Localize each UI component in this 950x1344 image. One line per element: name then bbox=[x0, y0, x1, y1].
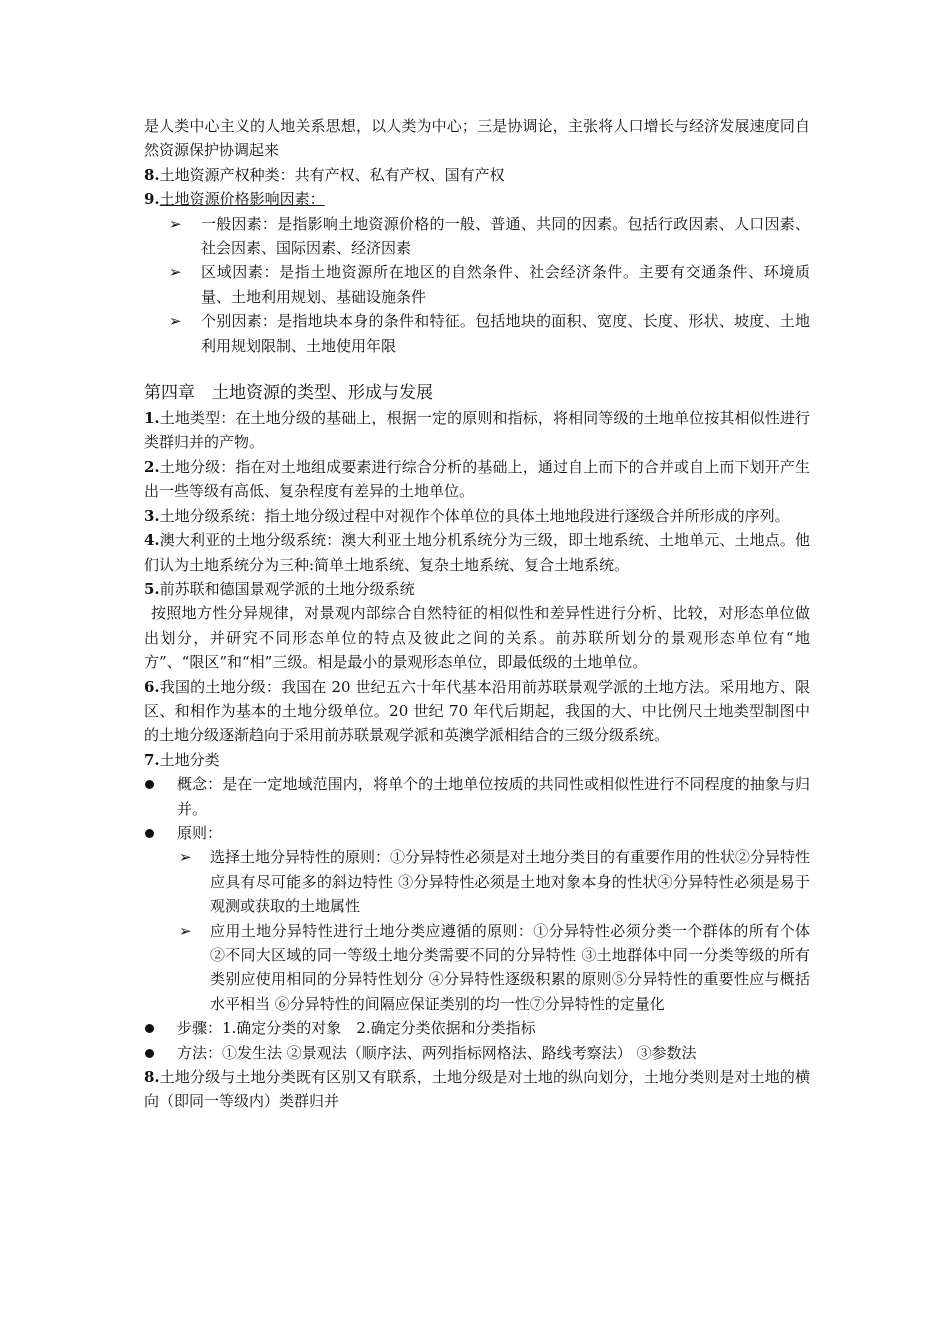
list-item bbox=[144, 919, 810, 1017]
item-number: 7. bbox=[144, 750, 160, 769]
list-item-text: 区域因素：是指土地资源所在地区的自然条件、社会经济条件。主要有交通条件、环境质量、土地利用规划、基础设施条件 bbox=[201, 263, 810, 306]
item-text: 土地分级系统：指土地分级过程中对视作个体单位的具体土地地段进行逐级合并所形成的序列。 bbox=[159, 506, 790, 525]
item-6-china-grading bbox=[144, 675, 810, 748]
classification-list bbox=[144, 772, 810, 1065]
chapter-heading: 第四章 土地资源的类型、形成与发展 bbox=[144, 383, 433, 404]
list-item-text: 步骤：1.确定分类的对象 2.确定分类依据和分类指标 bbox=[177, 1019, 536, 1038]
list-item bbox=[144, 309, 810, 358]
document-page bbox=[144, 114, 810, 1114]
list-item-principles bbox=[144, 821, 810, 1016]
list-item-steps bbox=[144, 1016, 810, 1040]
item-number: 4. bbox=[144, 531, 160, 550]
item-8-property-rights bbox=[144, 163, 810, 187]
item-9-price-factors bbox=[144, 187, 810, 211]
continued-paragraph: 是人类中心主义的人地关系思想，以人类为中心；三是协调论，主张将人口增长与经济发展速度同自然资源保护协调起来 bbox=[144, 117, 810, 160]
list-item-text: 原则： bbox=[177, 823, 223, 842]
item-8-grading-vs-classification bbox=[144, 1065, 810, 1114]
list-item-text: 一般因素：是指影响土地资源价格的一般、普通、共同的因素。包括行政因素、人口因素、社会因素、国际因素、经济因素 bbox=[201, 214, 810, 258]
item-number: 1. bbox=[144, 409, 160, 428]
arrow-bullet-icon: ➢ bbox=[169, 214, 182, 233]
item-1-land-type bbox=[144, 406, 810, 455]
list-item-concept bbox=[144, 772, 810, 821]
list-item-text: 个别因素：是指地块本身的条件和特征。包括地块的面积、宽度、长度、形状、坡度、土地利用规划限制、土地使用年限 bbox=[201, 312, 810, 355]
arrow-bullet-icon: ➢ bbox=[179, 921, 192, 940]
arrow-bullet-icon: ➢ bbox=[169, 263, 182, 282]
list-item-text: 方法：①发生法 ②景观法（顺序法、两列指标网格法、路线考察法） ③参数法 bbox=[177, 1043, 697, 1062]
price-factor-list bbox=[144, 212, 810, 358]
dot-bullet-icon bbox=[145, 829, 154, 838]
item-2-land-grading bbox=[144, 455, 810, 504]
item-text: 前苏联和德国景观学派的土地分级系统 bbox=[159, 579, 415, 598]
item-number: 8. bbox=[144, 1068, 160, 1087]
item-text: 土地分类 bbox=[159, 750, 220, 769]
item-7-land-classification bbox=[144, 748, 810, 772]
item-3-grading-system bbox=[144, 504, 810, 528]
list-item bbox=[144, 260, 810, 309]
item-number: 2. bbox=[144, 457, 160, 476]
item-text: 土地类型：在土地分级的基础上，根据一定的原则和指标，将相同等级的土地单位按其相似性进行类群归并的产物。 bbox=[144, 409, 810, 452]
item-heading: 土地资源价格影响因素： bbox=[159, 190, 325, 209]
list-item-methods bbox=[144, 1041, 810, 1065]
list-item-text: 选择土地分异特性的原则：①分异特性必须是对土地分类目的有重要作用的性状②分异特性应具有尽可能多的斜边特性 ③分异特性必须是土地对象本身的性状④分异特性必须是易于观测或获取的土地属性 bbox=[210, 848, 811, 916]
item-text: 土地分级与土地分类既有区别又有联系，土地分级是对土地的纵向划分，土地分类则是对土地的横向（即同一等级内）类群归并 bbox=[144, 1068, 810, 1111]
list-item bbox=[144, 212, 810, 261]
item-number: 9. bbox=[144, 190, 160, 209]
list-item bbox=[144, 845, 810, 918]
item-5-body: 按照地方性分异规律，对景观内部综合自然特征的相似性和差异性进行分析、比较，对形态单位做出划分，并研究不同形态单位的特点及彼此之间的关系。前苏联所划分的景观形态单位有“地方”、“限区”和“相”三级。相是最小的景观形态单位，即最低级的土地单位。 bbox=[144, 604, 810, 672]
item-number: 3. bbox=[144, 506, 160, 525]
arrow-bullet-icon: ➢ bbox=[169, 312, 182, 331]
item-4-australia-system bbox=[144, 528, 810, 577]
dot-bullet-icon bbox=[145, 1049, 154, 1058]
item-5-soviet-german-system bbox=[144, 577, 810, 601]
arrow-bullet-icon: ➢ bbox=[179, 848, 192, 867]
list-item-text: 概念：是在一定地域范围内，将单个的土地单位按质的共同性或相似性进行不同程度的抽象与归并。 bbox=[177, 775, 810, 818]
item-number: 5. bbox=[144, 579, 160, 598]
item-text: 我国的土地分级：我国在 20 世纪五六十年代基本沿用前苏联景观学派的土地方法。采用地方、限区、和相作为基本的土地分级单位。20 世纪 70 年代后期起，我国的大、中比例尺土地类型制图中的土地分级逐渐趋向于采用前苏联景观学派和英澳学派相结合的三级分级系统。 bbox=[144, 677, 810, 745]
item-text: 土地分级：指在对土地组成要素进行综合分析的基础上，通过自上而下的合并或自上而下划开产生出一些等级有高低、复杂程度有差异的土地单位。 bbox=[144, 457, 810, 501]
principle-list bbox=[144, 845, 810, 1016]
item-number: 8. bbox=[144, 165, 160, 184]
item-number: 6. bbox=[144, 677, 160, 696]
item-text: 澳大利亚的土地分级系统：澳大利亚土地分机系统分为三级，即土地系统、土地单元、土地点。他们认为土地系统分为三种:简单土地系统、复杂土地系统、复合土地系统。 bbox=[144, 531, 810, 574]
item-text: 土地资源产权种类：共有产权、私有产权、国有产权 bbox=[159, 165, 505, 184]
list-item-text: 应用土地分异特性进行土地分类应遵循的原则：①分异特性必须分类一个群体的所有个体 ②不同大区域的同一等级土地分类需要不同的分异特性 ③土地群体中同一分类等级的所有类别应使用相同的分异特性划分 ④分异特性逐级积累的原则⑤分异特性的重要性应与概括水平相当 ⑥分异特性的间隔应保证类别的均一性⑦分异特性的定量化 bbox=[210, 921, 810, 1013]
dot-bullet-icon bbox=[145, 1024, 154, 1033]
dot-bullet-icon bbox=[145, 780, 154, 789]
